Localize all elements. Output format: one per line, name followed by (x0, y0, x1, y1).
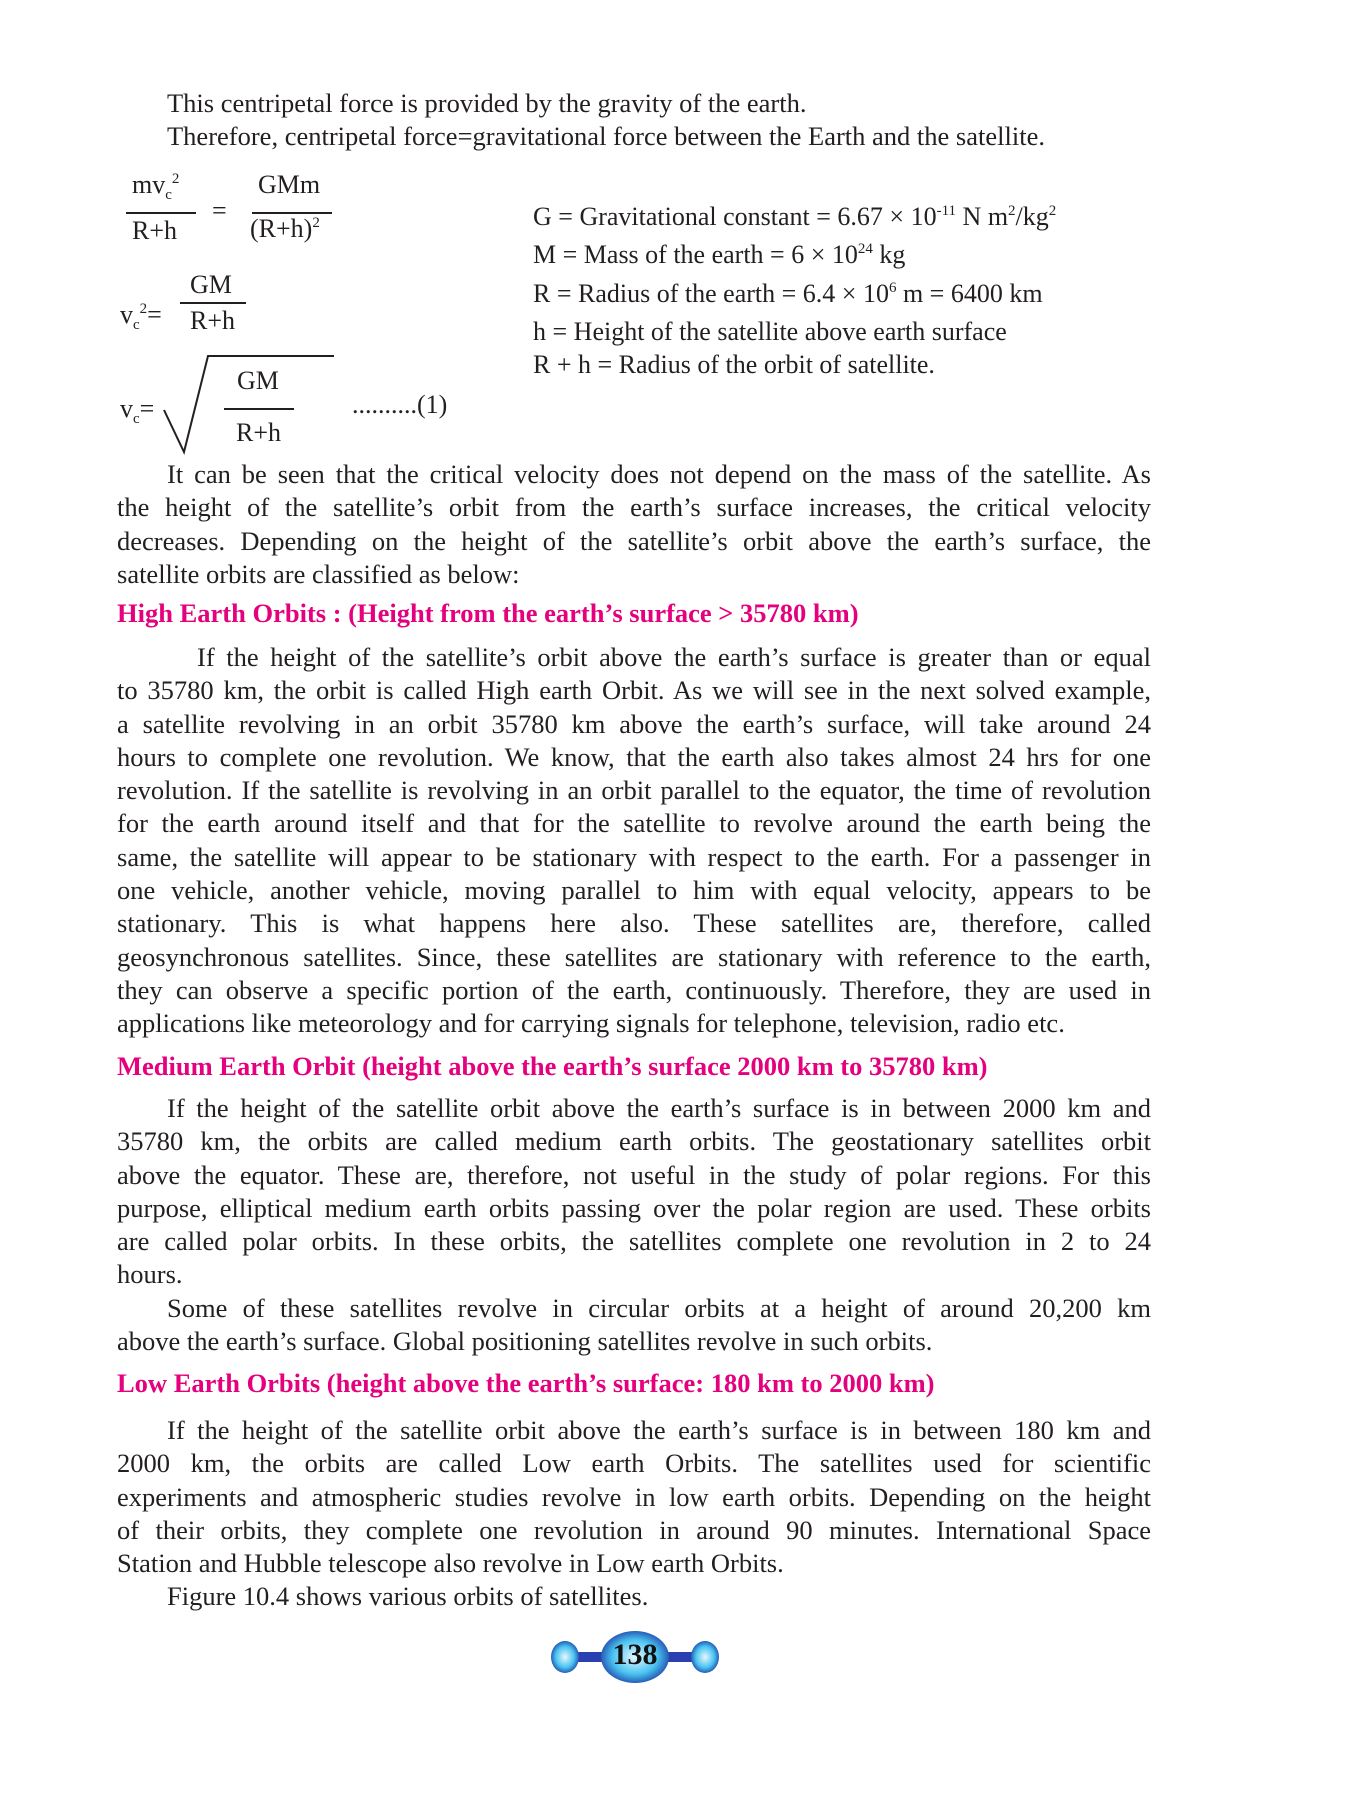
paragraph-critical-velocity (117, 458, 1151, 591)
eq1-rhs-numerator: GMm (258, 170, 321, 199)
text-line: 35780 km, the orbits are called medium earth orbits. The geostationary satellites orbit (117, 1126, 1151, 1157)
text-line: geosynchronous satellites. Since, these satellites are stationary with reference to the earth, (117, 941, 1151, 972)
heading-low-earth-orbits: Low Earth Orbits (height above the earth’s surface: 180 km to 2000 km) (117, 1368, 935, 1398)
fraction-bar (180, 302, 246, 304)
text-line: Therefore, centripetal force=gravitational force between the Earth and the satellite. (167, 121, 1045, 152)
text-line: of their orbits, they complete one revolution in around 90 minutes. International Space (117, 1514, 1151, 1545)
heading-medium-earth-orbit: Medium Earth Orbit (height above the earth’s surface 2000 km to 35780 km) (117, 1051, 988, 1081)
text-line: 2000 km, the orbits are called Low earth Orbits. The satellites used for scientific (117, 1448, 1151, 1479)
definition-g: G = Gravitational constant = $6.67 \times 10^{-11}$ N $m^2/kg^2$ (533, 202, 1057, 231)
eq1-lhs-numerator: $mv_c^2$ (132, 170, 180, 203)
paragraph-high-earth-orbits (117, 641, 1151, 1041)
eq3-numerator: GM (237, 366, 279, 395)
text-line: decreases. Depending on the height of the satellite’s orbit above the earth’s surface, the (117, 525, 1151, 556)
eq2-lhs: $v_c^2=$ (120, 300, 162, 333)
definition-r-plus-h: R + h = Radius of the orbit of satellite. (533, 350, 935, 380)
text-line: same, the satellite will appear to be stationary with respect to the earth. For a passenger in (117, 841, 1151, 872)
definition-r: R = Radius of the earth = $6.4 \times 10^6$ m = 6400 km (533, 278, 1043, 308)
text-line: a satellite revolving in an orbit 35780 km above the earth’s surface, will take around 24 (117, 708, 1151, 739)
text-line: to 35780 km, the orbit is called High earth Orbit. As we will see in the next solved example, (117, 675, 1151, 706)
text-line: hours. (117, 1259, 183, 1290)
text-line: experiments and atmospheric studies revolve in low earth orbits. Depending on the height (117, 1481, 1151, 1512)
text-line: for the earth around itself and that for the satellite to revolve around the earth being the (117, 808, 1151, 839)
text-line: This centripetal force is provided by the gravity of the earth. (167, 88, 807, 118)
eq3-lhs: $v_c=$ (120, 394, 155, 427)
intro-text (117, 87, 1151, 154)
eq3-denominator: R+h (236, 418, 282, 447)
equation-number: ..........(1) (352, 390, 448, 419)
page-number: 138 (612, 1638, 658, 1671)
equals-sign: = (212, 196, 227, 225)
text-line: applications like meteorology and for carrying signals for telephone, television, radio etc. (117, 1008, 1065, 1039)
variable-definitions (533, 200, 1056, 381)
eq1-rhs-denominator: $(R+h)^2$ (250, 214, 320, 243)
paragraph-low-earth-orbits (117, 1414, 1151, 1614)
heading-high-earth-orbits: High Earth Orbits : (Height from the earth’s surface > 35780 km) (117, 598, 859, 628)
eq2-denominator: R+h (190, 306, 236, 335)
text-line: one vehicle, another vehicle, moving parallel to him with equal velocity, appears to be (117, 875, 1151, 906)
text-line: are called polar orbits. In these orbits, the satellites complete one revolution in 2 to 24 (117, 1226, 1151, 1257)
text-line: they can observe a specific portion of the earth, continuously. Therefore, they are used in (117, 974, 1151, 1005)
text-line: Some of these satellites revolve in circular orbits at a height of around 20,200 km (167, 1292, 1151, 1323)
text-line: satellite orbits are classified as below: (117, 558, 520, 589)
text-line: If the height of the satellite orbit above the earth’s surface is in between 2000 km and (167, 1093, 1151, 1123)
eq2-numerator: GM (190, 270, 232, 299)
text-line: above the earth’s surface. Global positioning satellites revolve in such orbits. (117, 1326, 933, 1357)
text-line: revolution. If the satellite is revolving in an orbit parallel to the equator, the time of revolution (117, 775, 1151, 806)
fraction-bar (126, 212, 196, 214)
fraction-bar (224, 408, 294, 410)
text-line: It can be seen that the critical velocity does not depend on the mass of the satellite. As (167, 459, 1151, 489)
paragraph-medium-earth-orbit (117, 1092, 1151, 1358)
text-line: above the equator. These are, therefore, not useful in the study of polar regions. For this (117, 1159, 1151, 1190)
text-line: If the height of the satellite’s orbit above the earth’s surface is greater than or equal (197, 642, 1151, 672)
text-line: Station and Hubble telescope also revolve in Low earth Orbits. (117, 1548, 784, 1579)
definition-h: h = Height of the satellite above earth surface (533, 316, 1007, 346)
eq1-lhs-denominator: R+h (132, 216, 178, 245)
text-line: Figure 10.4 shows various orbits of satellites. (167, 1581, 649, 1612)
text-line: purpose, elliptical medium earth orbits passing over the polar region are used. These orbits (117, 1192, 1151, 1223)
definition-m: M = Mass of the earth = $6 \times 10^{24}$ kg (533, 240, 906, 270)
text-line: the height of the satellite’s orbit from the earth’s surface increases, the critical velocity (117, 492, 1151, 523)
text-line: hours to complete one revolution. We know, that the earth also takes almost 24 hrs for one (117, 741, 1151, 772)
text-line: stationary. This is what happens here also. These satellites are, therefore, called (117, 908, 1151, 939)
text-line: If the height of the satellite orbit above the earth’s surface is in between 180 km and (167, 1415, 1151, 1445)
